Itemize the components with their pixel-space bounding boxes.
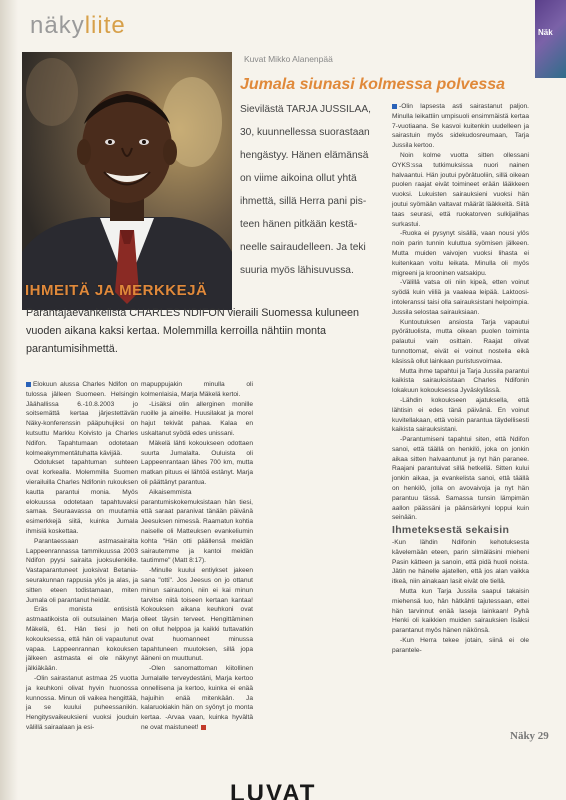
paragraph: Aikaisemmista parantumiskokemuksistaan hän tiesi, että saraat paranivat tänään päivänä Jeesuksen nimessä. Raamatun kohtia naiselle oli Matteuksen evankeliumin kohta "Hän otti päällensä meidän sairautemme ja kantoi meidän tautimme" (Matt 8:17). bbox=[141, 488, 253, 565]
paragraph: -Välillä vatsa oli niin kipeä, etten voinut syödä kuin viiliä ja vaaleaa leipää. Laktoosi-intoleranssi taisi olla sairauksistani helpoimpia. Jussila selostaa sairauksiaan. bbox=[392, 279, 529, 316]
page-gutter bbox=[0, 0, 18, 800]
body-column-1 bbox=[26, 380, 138, 733]
paragraph: Mäkelä lähti kokoukseen odottaen suurta Jumalalta. Ouluista oli Lappeenrantaan lähes 700 km, mutta matkan pituus ei lähtöä estänyt. Marja oli päättänyt parantua. bbox=[141, 439, 253, 486]
lead-line: Sievilästä TARJA JUSSILAA, bbox=[240, 104, 371, 115]
paragraph: Mutta kun Tarja Jussila saapui takaisin miehensä luo, hän hätkähti tajutessaan, ettei hän tarvinnut enää laseja lainkaan! Pyhä Henki oli kaikkien muiden sairauksien lisäksi parantanut myös hänen näkönsä. bbox=[392, 588, 529, 635]
start-marker-icon bbox=[26, 382, 31, 387]
lead-line: suuria myös lähisuvussa. bbox=[240, 265, 354, 276]
lead-line: neelle sairaudelleen. Ja teki bbox=[240, 242, 366, 253]
article-lead bbox=[240, 98, 390, 282]
paragraph: -Ruoka ei pysynyt sisällä, vaan nousi ylös noin parin tunnin kuluttua syömisen jälkeen. Mutta muiden vaivojen vuoksi lihasta ei kuitenkaan voitu leikata. Minulla oli myös migreeni ja krooninen vatsakipu. bbox=[392, 230, 529, 277]
page-footer: Näky 29 bbox=[510, 730, 549, 742]
body-column-2 bbox=[141, 380, 253, 733]
corner-label: Näk bbox=[538, 28, 553, 37]
lead-line: hengästyy. Hänen elämänsä bbox=[240, 150, 369, 161]
lead-line: teen hänen pitkään kestä- bbox=[240, 219, 358, 230]
lead-line: 30, kuunnellessa suorastaan bbox=[240, 127, 370, 138]
paragraph: -Kun Herra tekee jotain, siinä ei ole parantele- bbox=[392, 637, 529, 654]
paragraph: -Lähdin kokoukseen ajatuksella, että lähtisin ei edes tänä päivänä. En voinut kuvitellakaan, että voisin parantua täydellisesti kaikista sairauksistani. bbox=[392, 396, 529, 434]
paragraph-text: -Olen sanomattoman kiitollinen Jumalalle terveydestäni, Marja kertoo onnellisena ja kertoo, kuinka ei enää hajuihin enää mitenkään. Ja kalaruokiakin hän on syönyt jo monta kertaa. -Arvaa vaan, kuinka hyvältä ne ovat maistuneet! bbox=[141, 665, 253, 731]
header-part1: näky bbox=[30, 12, 85, 39]
section-header bbox=[30, 12, 126, 40]
paragraph bbox=[141, 664, 253, 733]
paragraph-text: -Olin lapsesta asti sairastanut paljon. Minulla leikattiin umpisuoli ensimmäistä kertaa 7-vuotiaana. Se kasvoi kuitenkin uudelleen ja sairastuin myös sidekudosreumaan, Tarja Jussila kertoo. bbox=[392, 103, 529, 150]
start-marker-icon bbox=[392, 104, 397, 109]
portrait-illustration bbox=[22, 52, 232, 310]
end-marker-icon bbox=[201, 725, 206, 730]
paragraph bbox=[26, 380, 138, 458]
paragraph-text: Elokuun alussa Charles Ndifon on tulossa jälleen Suomeen. Helsingin Jäähallissa 6.-10.8.2003 jo soitsemättä kertaa järjestettävän Näky-konferenssin pääpuhujiksi on kutsuttu Markku Koivisto ja Charles Ndifon. Tapahtumaan odotetaan kolmeakymmentätuhatta kävijää. bbox=[26, 381, 138, 457]
bleed-text-bottom: LUVAT bbox=[230, 780, 317, 800]
intro-paragraph: Parantajaevankelista CHARLES NDIFON vieraili Suomessa kuluneen vuoden aikana kaksi kertaa. Molemmilla kerroilla nähtiin monta parantumisihmettä. bbox=[26, 307, 360, 355]
paragraph: -Kun lähdin Ndifonin kehotuksesta kävelemään eteen, parin silmäläsini mieheni Pasin kätteen ja sanoin, että pidä huoli noista. Jätin ne hänelle ajatellen, että jos alan vaikka itkeä, niin ainakaan lasit eivät ole tiellä. bbox=[392, 539, 529, 586]
body-column-3 bbox=[392, 102, 529, 656]
paragraph: mapuppujakin minulla oli kolmenlaisia, Marja Mäkelä kertoi. bbox=[141, 381, 253, 398]
paragraph: Kuntoutuksen ansiosta Tarja vapautui pyörätuolista, mutta oikean puolen toiminta palautui vain osittain. Raajat olivat tunnottomat, eivät ei voinut nostella eikä käsissä ollut lainkaan puristusvoimaa. bbox=[392, 318, 529, 365]
paragraph: Noin kolme vuotta sitten ollessani OYKS:ssa tutkimuksissa nuori nainen halvaantui. Hän joutui pyörätuoliin, sillä oikean puolen raajat eivät toimineet erään lääkkeen vuoksi. Lukuisten sairauksieni vuoksi hän joutui syömään valtavat määrät lääkkeitä. Siitä taas seurasi, että ruokatorven sulkijalihas surkastui. bbox=[392, 151, 529, 228]
corner-tab bbox=[535, 0, 566, 78]
paragraph: -Lisäksi olin allerginen monille ruoille ja aineille. Huusilakat ja morel hajut tekivät pahaa. Kalaa en uskaltanut syödä edes unissani. bbox=[141, 400, 253, 437]
paragraph: Eräs monista entisistä astmaatikoista oli outsulainen Marja Mäkelä, 61. Hän tiesi jo heti kokouksessa, että hän oli vapautunut vapaa. Lappeenrannan kokouksen jälkeen astmasta ei ole näkynyt jälkiäkään. bbox=[26, 606, 138, 673]
paragraph bbox=[392, 102, 529, 151]
paragraph: Parantaessaan astmasairaita Lappeenrannassa tammikuussa 2003 Ndifon pyysi sairaita juoksulenkille. Vastaparantuneet juoksivat Betania-seurakunnan rappusia ylös ja alas, ja sitten eteen todistamaan, miten Jumala oli parantanut heidät. bbox=[26, 537, 138, 604]
article-title: Jumala siunasi kolmessa polvessa bbox=[240, 76, 506, 93]
paragraph: Mutta ihme tapahtui ja Tarja Jussila parantui kaikista sairauksistaan Charles Ndifonin lokakuun kokouksessa Jyväskylässä. bbox=[392, 367, 529, 395]
paragraph: -Olin sairastanut astmaa 25 vuotta ja keuhkoni olivat hyvin huonossa kunnossa. Minun oli vaikea hengittää, ja se kuului puheessanikin. Hengitysvaikeuksieni vuoksi jouduin välillä sairaalaan ja esi- bbox=[26, 674, 138, 731]
paragraph: -Parantumiseni tapahtui siten, että Ndifon sanoi, että täällä on henkilö, joka on jonkin aikaa sitten halvaantunut ja nyt hän paranee. Raajani parantuivat sillä hetkellä. Sitten kului jonkin aikaa, ja evankelista sanoi, että täällä on henkilö, jolla on avovaivoja ja nyt hän parantuu tässä. Samassa tunsin lämpimän aallon päässäni ja päänsärkyni loppui kuin seinään. bbox=[392, 436, 529, 522]
header-part2: liite bbox=[84, 12, 126, 39]
portrait-photo bbox=[22, 52, 232, 310]
lead-line: ihmettä, sillä Herra pani pis- bbox=[240, 196, 367, 207]
section-subhead: IHMEITÄ JA MERKKEJÄ bbox=[25, 282, 208, 299]
column-subheading: Ihmeteksestä sekaisin bbox=[392, 524, 510, 537]
paragraph: -Minulle kuului entiykset jakeen sana "otti". Jos Jeesus on jo ottanut minun sairautoni, niin ei kai minun tarvitse niitä toiseen kertaan kantaa! Kokouksen aikana keuhkoni ovat olleet täysin terveet. Hengittäminen on ollut helppoa ja kaikki tuttavatkin ovat huomanneet minussa tapahtuneen muutoksen, sillä jopa ääneni on muuttunut. bbox=[141, 567, 253, 663]
lead-line: on viime aikoina ollut yhtä bbox=[240, 173, 357, 184]
photo-credit: Kuvat Mikko Alanenpää bbox=[244, 54, 333, 64]
paragraph: Odotukset tapahtuman suhteen ovat korkealla. Molemmilla Suomen vierailuilla Charles Ndifonin rukouksen kautta parantui monia. Myös elokuussa odotetaan tapahtuvaksi samaa. Seuraavassa on muutamia esimerkkejä siitä, kuinka Jumala ihmisiä koskettaa. bbox=[26, 459, 138, 535]
